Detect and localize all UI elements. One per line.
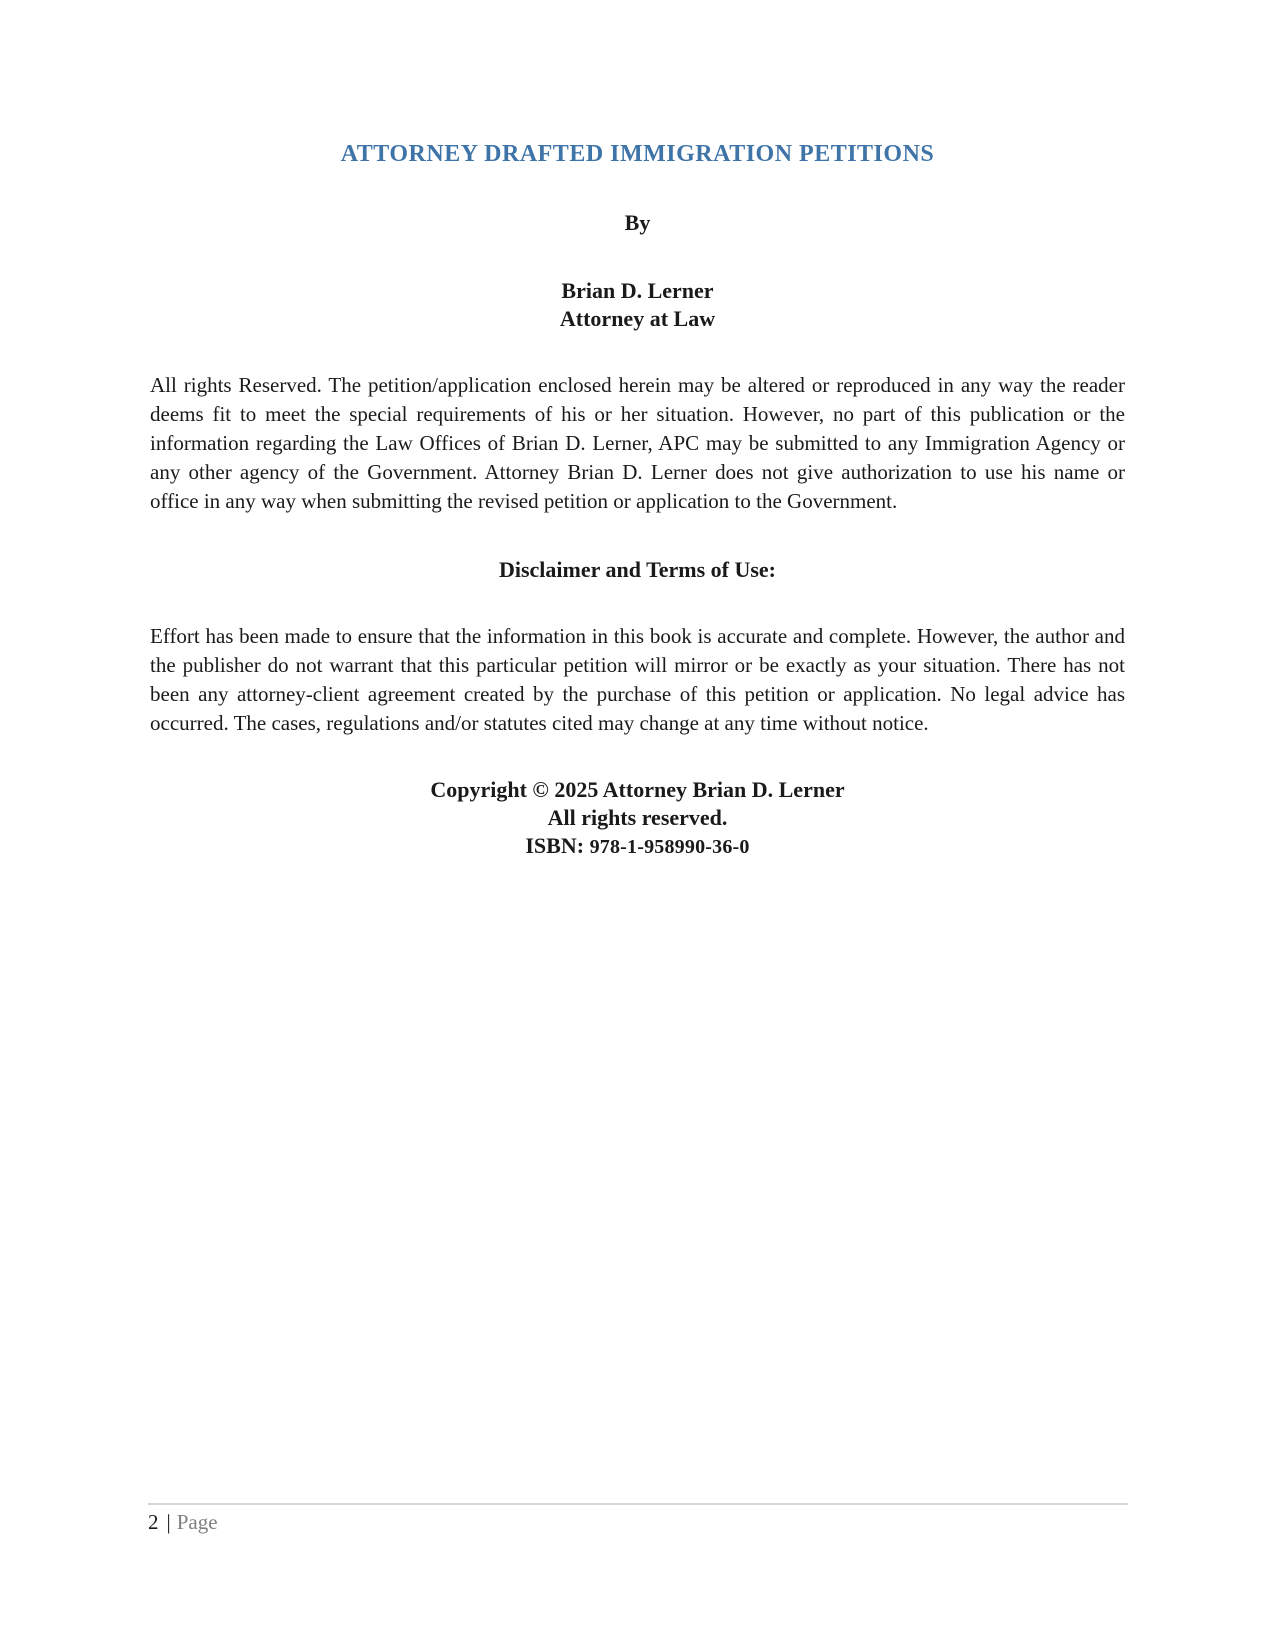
footer-separator: | [166, 1510, 171, 1534]
page-title: ATTORNEY DRAFTED IMMIGRATION PETITIONS [340, 141, 935, 167]
isbn-label: ISBN: [525, 833, 585, 858]
author-name: Brian D. Lerner [561, 278, 714, 303]
page-footer [148, 1503, 1128, 1535]
isbn-line [150, 832, 1125, 861]
page-number: 2 [148, 1510, 159, 1534]
disclaimer-paragraph: Effort has been made to ensure that the information in this book is accurate and complete. However, the author and the publisher do not warrant that this particular petition will mirror or be exactly as your situation. There has not been any attorney-client agreement created by the purchase of this petition or application. No legal advice has occurred. The cases, regulations and/or statutes cited may change at any time without notice. [150, 624, 1125, 735]
rights-reserved-line: All rights reserved. [547, 805, 728, 830]
page-content [150, 140, 1125, 861]
author-role: Attorney at Law [559, 306, 716, 331]
footer-page-label: Page [176, 1510, 218, 1534]
isbn-value: 978-1-958990-36-0 [589, 836, 750, 858]
author-block [150, 277, 1125, 333]
footer-rule [148, 1503, 1128, 1505]
disclaimer-heading: Disclaimer and Terms of Use: [498, 557, 777, 582]
footer-text [148, 1509, 1128, 1535]
copyright-block [150, 776, 1125, 861]
copyright-line: Copyright © 2025 Attorney Brian D. Lerner [430, 777, 845, 802]
byline: By [624, 210, 651, 235]
rights-paragraph: All rights Reserved. The petition/application enclosed herein may be altered or reproduced in any way the reader deems fit to meet the special requirements of his or her situation. However, no part of this publication or the information regarding the Law Offices of Brian D. Lerner, APC may be submitted to any Immigration Agency or any other agency of the Government. Attorney Brian D. Lerner does not give authorization to use his name or office in any way when submitting the revised petition or application to the Government. [150, 373, 1125, 513]
